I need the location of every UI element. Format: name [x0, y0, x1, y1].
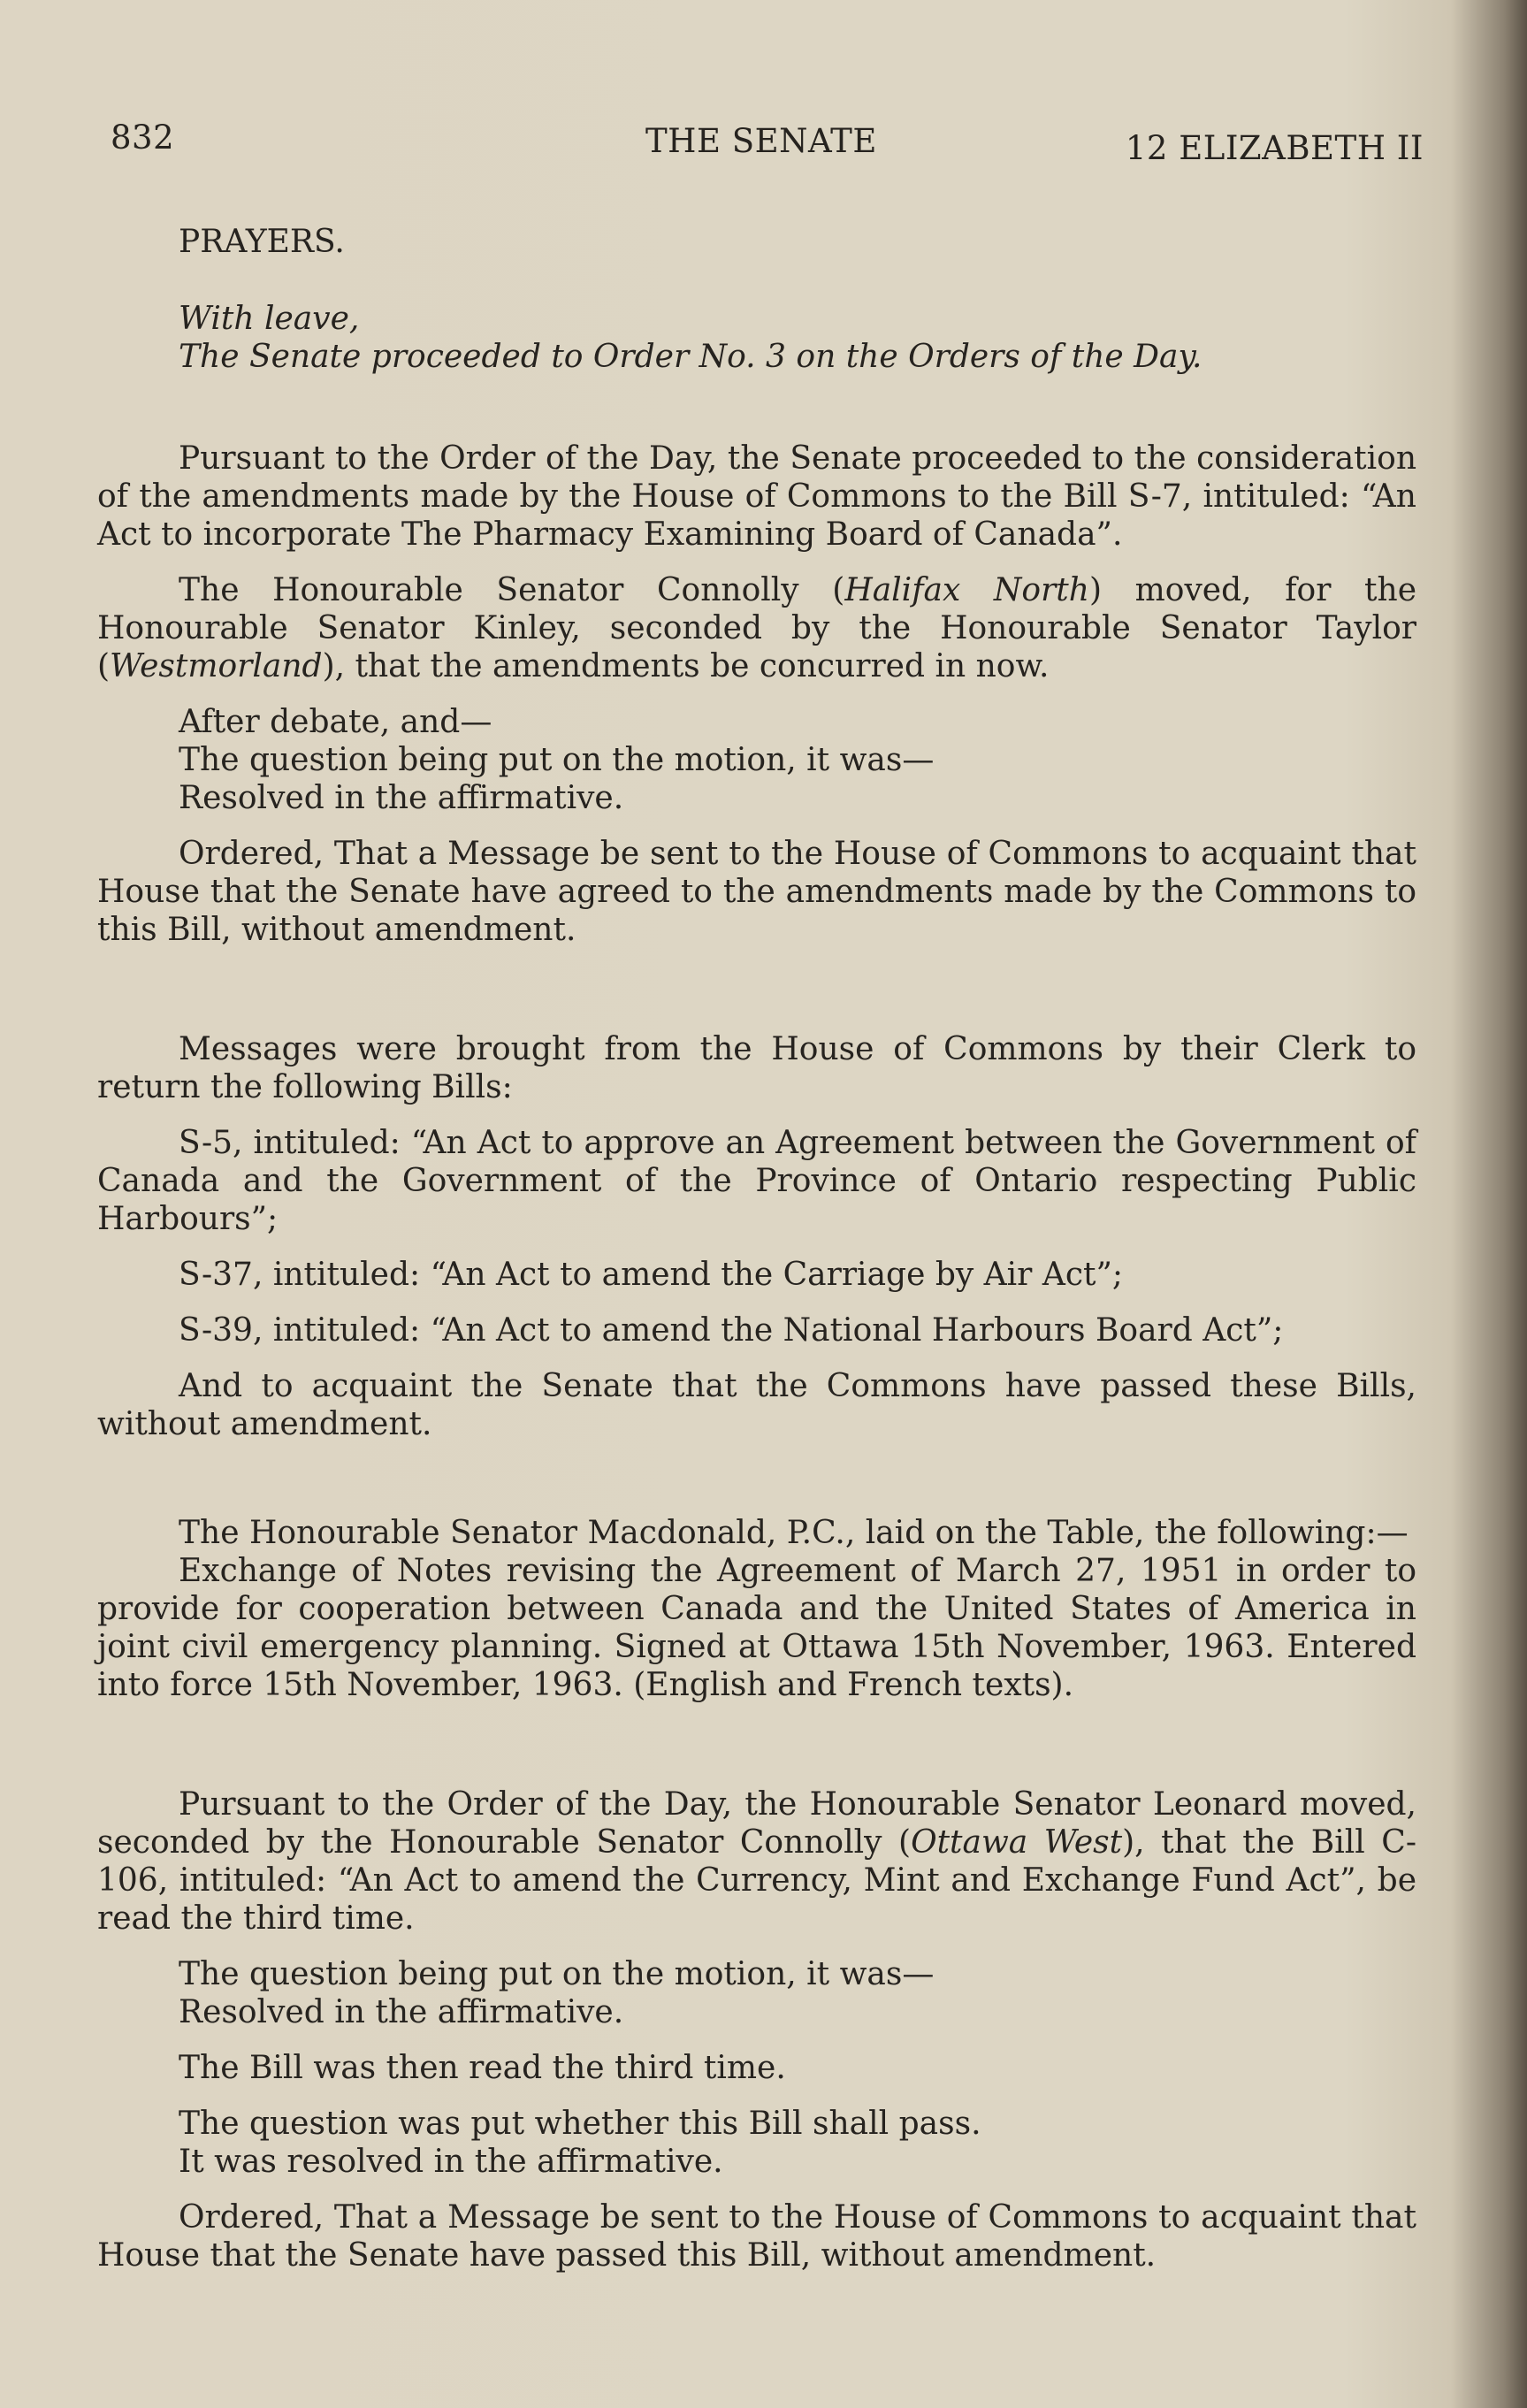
proceeded-text: The Senate proceeded to Order No. 3 on the Orders of the Day.	[179, 339, 1203, 375]
bill-s5-paragraph: S-5, intituled: “An Act to approve an Agreement between the Government of Canada and the Government of the Province of Ontario respecting Public Harbours”;	[97, 1125, 1416, 1237]
page-number: 832	[111, 118, 175, 157]
messages-intro-paragraph: Messages were brought from the House of Commons by their Clerk to return the following Bills:	[97, 1031, 1416, 1105]
after-debate-text: After debate, and—	[179, 704, 492, 740]
section-gap	[97, 1461, 1416, 1514]
s7-consideration-paragraph: Pursuant to the Order of the Day, the Senate proceeded to the consideration of the amendments made by the House of Commons to the Bill S-7, intituled: “An Act to incorporate The Pharmacy Examining Board of Canada”.	[97, 440, 1416, 553]
header-title: THE SENATE	[645, 122, 877, 160]
with-leave-text: With leave,	[179, 301, 360, 337]
third-reading-text: The Bill was then read the third time.	[179, 2050, 786, 2086]
with-leave-block	[179, 300, 1416, 376]
resolved-text: Resolved in the affirmative.	[179, 1994, 624, 2030]
exchange-notes-paragraph: Exchange of Notes revising the Agreement of March 27, 1951 in order to provide for cooperation between Canada and the United States of America in joint civil emergency planning. Signed at Ottawa 15th November, 1963. Entered into force 15th November, 1963. (English and French texts).	[97, 1553, 1416, 1703]
question-text: The question being put on the motion, it was—	[179, 1956, 935, 1992]
acquaint-paragraph: And to acquaint the Senate that the Commons have passed these Bills, without amendment.	[97, 1368, 1416, 1442]
resolved-text: It was resolved in the affirmative.	[179, 2144, 723, 2180]
third-reading-block	[179, 2049, 1416, 2087]
bill-s37-paragraph: S-37, intituled: “An Act to amend the Carriage by Air Act”;	[179, 1257, 1123, 1293]
macdonald-laid-paragraph: The Honourable Senator Macdonald, P.C., laid on the Table, the following:—	[179, 1515, 1409, 1551]
question-text: The question being put on the motion, it was—	[179, 742, 935, 778]
s7-ordered-paragraph: Ordered, That a Message be sent to the House of Commons to acquaint that House that the Senate have agreed to the amendments made by the Commons to this Bill, without amendment.	[97, 836, 1416, 948]
running-header	[111, 118, 1424, 172]
s7-motion-paragraph: The Honourable Senator Connolly (Halifax North) moved, for the Honourable Senator Kinley, seconded by the Honourable Senator Taylor (Westmorland), that the amendments be concurred in now.	[97, 572, 1416, 684]
bill-s39-paragraph: S-39, intituled: “An Act to amend the National Harbours Board Act”;	[179, 1312, 1284, 1349]
section-gap	[97, 1722, 1416, 1785]
section-gap	[97, 376, 1416, 440]
s7-vote-block	[179, 703, 1416, 817]
question-put-text: The question was put whether this Bill shall pass.	[179, 2106, 981, 2142]
c106-ordered-paragraph: Ordered, That a Message be sent to the House of Commons to acquaint that House that the Senate have passed this Bill, without amendment.	[97, 2199, 1416, 2274]
prayers-heading: PRAYERS.	[179, 224, 345, 260]
c106-motion-paragraph: Pursuant to the Order of the Day, the Honourable Senator Leonard moved, seconded by the Honourable Senator Connolly (Ottawa West), that the Bill C-106, intituled: “An Act to amend the Currency, Mint and Exchange Fund Act”, be read the third time.	[97, 1786, 1416, 1937]
section-gap	[97, 967, 1416, 1030]
c106-vote-block	[179, 1955, 1416, 2031]
pass-block	[179, 2105, 1416, 2181]
header-regnal-year: 12 ELIZABETH II	[1125, 129, 1424, 167]
resolved-text: Resolved in the affirmative.	[179, 780, 624, 816]
page-body	[97, 223, 1416, 2292]
